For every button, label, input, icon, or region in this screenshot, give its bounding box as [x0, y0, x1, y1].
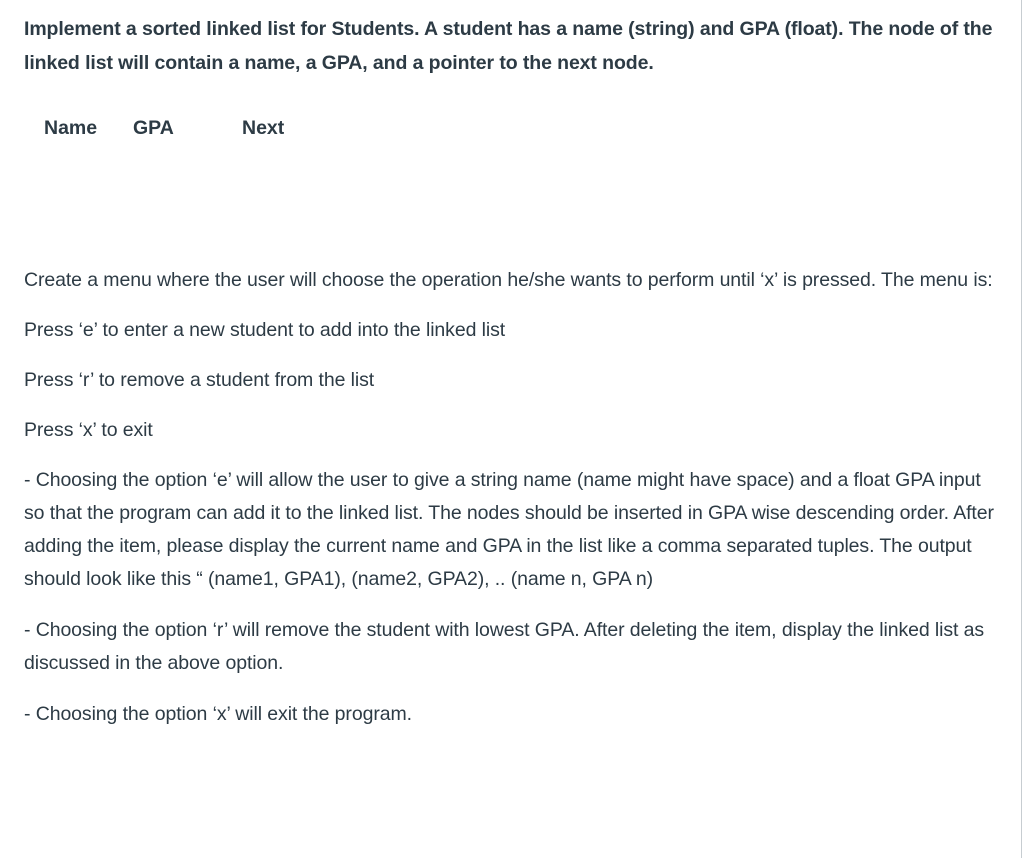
- intro-paragraph: Implement a sorted linked list for Students. A student has a name (string) and GPA (float). The node of the linked list will contain a name, a GPA, and a pointer to the next node.: [24, 18, 993, 74]
- description-exit: - Choosing the option ‘x’ will exit the program.: [24, 703, 412, 725]
- node-field-next: Next: [242, 117, 285, 139]
- menu-option-enter: Press ‘e’ to enter a new student to add into the linked list: [24, 319, 506, 341]
- node-structure-diagram: [24, 117, 994, 267]
- menu-intro-paragraph: Create a menu where the user will choose the operation he/she wants to perform until ‘x’ is pressed. The menu is:: [24, 269, 993, 291]
- node-field-name: Name: [44, 117, 98, 139]
- node-field-gpa: GPA: [133, 117, 174, 139]
- description-remove: - Choosing the option ‘r’ will remove the student with lowest GPA. After deleting the item, display the linked list as discussed in the above option.: [24, 619, 985, 674]
- description-enter: - Choosing the option ‘e’ will allow the user to give a string name (name might have space) and a float GPA input so that the program can add it to the linked list. The nodes should be inserted in GPA wise descending order. After adding the item, please display the current name and GPA in the list like a comma separated tuples. The output should look like this “ (name1, GPA1), (name2, GPA2), .. (name n, GPA n): [24, 469, 994, 590]
- menu-option-remove: Press ‘r’ to remove a student from the list: [24, 369, 375, 391]
- page-border: [1021, 0, 1022, 858]
- assignment-content: [24, 12, 994, 731]
- menu-option-exit: Press ‘x’ to exit: [24, 419, 153, 441]
